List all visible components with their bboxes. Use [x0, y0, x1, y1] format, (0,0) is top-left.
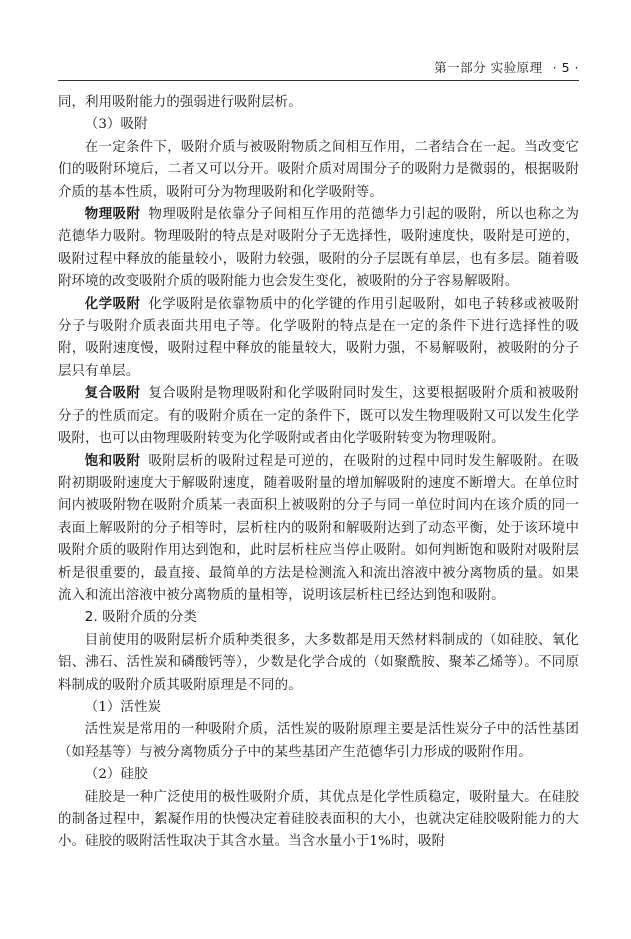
- paragraph-text: （3）吸附: [84, 117, 148, 133]
- page-header: [58, 58, 579, 81]
- term-paragraph: [58, 383, 579, 450]
- term-label: 复合吸附: [84, 386, 141, 402]
- paragraph-text: 活性炭是常用的一种吸附介质，活性炭的吸附原理主要是活性炭分子中的活性基团（如羟基等）与被分离物质分子中的某些基团产生范德华引力形成的吸附作用。: [58, 722, 579, 760]
- term-label: 物理吸附: [84, 207, 141, 223]
- paragraph-continuation: [58, 92, 579, 114]
- term-paragraph: [58, 204, 579, 294]
- term-paragraph: [58, 294, 579, 384]
- paragraph-text: 物理吸附是依靠分子间相互作用的范德华力引起的吸附，所以也称之为范德华力吸附。物理吸附的特点是对吸附分子无选择性，吸附速度快，吸附是可逆的，吸附过程中释放的能量较小，吸附力较强，吸附的分子层既有单层，也有多层。随着吸附环境的改变吸附介质的吸附能力也会发生变化，被吸附的分子容易解吸附。: [58, 207, 579, 290]
- term-label: 化学吸附: [84, 296, 141, 312]
- paragraph-text: 化学吸附是依靠物质中的化学键的作用引起吸附，如电子转移或被吸附分子与吸附介质表面共用电子等。化学吸附的特点是在一定的条件下进行选择性的吸附，吸附速度慢，吸附过程中释放的能量较大，吸附力强，不易解吸附，被吸附的分子层只有单层。: [58, 296, 579, 379]
- paragraph-text: 同，利用吸附能力的强弱进行吸附层析。: [58, 95, 302, 110]
- paragraph-text: 复合吸附是物理吸附和化学吸附同时发生，这要根据吸附介质和被吸附分子的性质而定。有的吸附介质在一定的条件下，既可以发生物理吸附又可以发生化学吸附，也可以由物理吸附转变为化学吸附或者由化学吸附转变为物理吸附。: [58, 386, 579, 447]
- paragraph: [58, 787, 579, 854]
- term-paragraph: [58, 451, 579, 608]
- paragraph-text: （1）活性炭: [84, 699, 162, 715]
- page-number: · 5 ·: [552, 60, 579, 75]
- paragraph-text: 目前使用的吸附层析介质种类很多，大多数都是用天然材料制成的（如硅胶、氧化铝、沸石、活性炭和磷酸钙等），少数是化学合成的（如聚酰胺、聚苯乙烯等）。不同原料制成的吸附介质其吸附原理是不同的。: [58, 632, 579, 693]
- paragraph: [58, 719, 579, 764]
- subsection-heading: [58, 114, 579, 136]
- paragraph-text: 硅胶是一种广泛使用的极性吸附介质，其优点是化学性质稳定，吸附量大。在硅胶的制备过程中，絮凝作用的快慢决定着硅胶表面积的大小，也就决定硅胶吸附能力的大小。硅胶的吸附活性取决于其含水量。当含水量小于1%时，吸附: [58, 789, 579, 850]
- paragraph: [58, 137, 579, 204]
- section-heading: [58, 607, 579, 629]
- paragraph-text: （2）硅胶: [84, 767, 148, 783]
- subsection-heading: [58, 697, 579, 719]
- paragraph-text: 吸附层析的吸附过程是可逆的，在吸附的过程中同时发生解吸附。在吸附初期吸附速度大于解吸附速度，随着吸附量的增加解吸附的速度不断增大。在单位时间内被吸附物在吸附介质某一表面积上被吸附的分子与同一单位时间内在该介质的同一表面上解吸附的分子相等时，层析柱内的吸附和解吸附达到了动态平衡，处于该环境中吸附介质的吸附作用达到饱和，此时层析柱应当停止吸附。如何判断饱和吸附对吸附层析是很重要的，最直接、最简单的方法是检测流入和流出溶液中被分离物质的量。如果流入和流出溶液中被分离物质的量相等，说明该层析柱已经达到饱和吸附。: [58, 453, 579, 603]
- subsection-heading: [58, 764, 579, 786]
- paragraph-text: 2. 吸附介质的分类: [84, 610, 198, 626]
- running-title: 第一部分 实验原理: [434, 60, 543, 75]
- running-header: [434, 58, 579, 76]
- body-text: [58, 92, 579, 854]
- term-label: 饱和吸附: [84, 453, 141, 469]
- paragraph-text: 在一定条件下，吸附介质与被吸附物质之间相互作用，二者结合在一起。当改变它们的吸附环境后，二者又可以分开。吸附介质对周围分子的吸附力是微弱的，根据吸附介质的基本性质，吸附可分为物理吸附和化学吸附等。: [58, 139, 579, 200]
- paragraph: [58, 630, 579, 697]
